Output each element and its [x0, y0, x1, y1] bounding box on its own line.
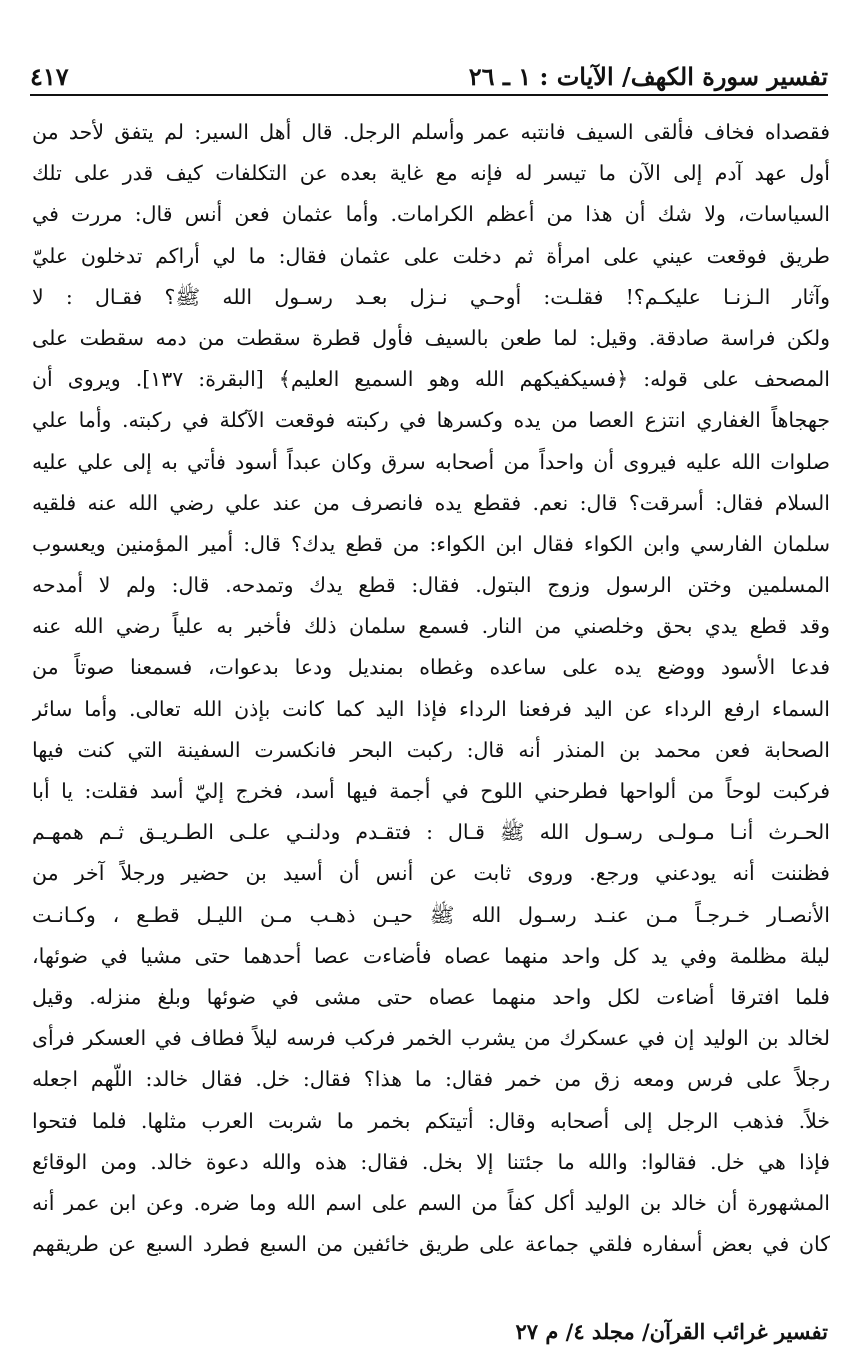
text-line: المصحف على قوله: ﴿فسيكفيكهم الله وهو السميع العليم﴾ [البقرة: ١٣٧]. ويروى أن — [32, 367, 830, 392]
page-number: ٤١٧ — [30, 62, 69, 91]
text-line: طريق فوقعت عيني على امرأة ثم دخلت على عثمان فقال: ما لي أراكم تدخلون عليّ — [32, 243, 830, 268]
text-line: فإذا هي خل. فقالوا: والله ما جئتنا إلا بخل. فقال: هذه والله دعوة خالد. ومن الوقائع — [32, 1149, 830, 1174]
text-line: لخالد بن الوليد إن في عسكرك من يشرب الخمر فركب فرسه ليلاً فطاف في العسكر فرأى — [32, 1026, 830, 1051]
body-text — [32, 112, 830, 1265]
text-line: فقصداه فخاف فألقى السيف فانتبه عمر وأسلم الرجل. قال أهل السير: لم يتفق لأحد من — [32, 120, 830, 144]
text-line: الحـرث أنـا مـولـى رسـول الله ﷺ قـال : فتقـدم ودلنـي علـى الطـريـق ثـم همهـم — [32, 820, 830, 845]
text-line: ليلة مظلمة وفي يد كل واحد منهما عصاه فأضاءت عصا أحدهما حتى مشيا في ضوئها، — [32, 943, 830, 968]
text-line: خلاً. فذهب الرجل إلى أصحابه وقال: أتيتكم بخمر ما شربت العرب مثلها. فلما فتحوا — [32, 1108, 830, 1133]
header-title: تفسير سورة الكهف/ الآيات : ١ ـ ٢٦ — [468, 62, 828, 91]
text-line: السماء ارفع الرداء عن اليد فرفعنا الرداء فإذا اليد كما كانت بإذن الله تعالى. وأما سائر — [32, 696, 830, 721]
text-line: فدعا الأسود ووضع يده على ساعده وغطاه بمنديل ودعا بدعوات، فسمعنا صوتاً من — [32, 655, 830, 680]
text-line: السياسات، ولا شك أن هذا من أعظم الكرامات. وأما عثمان فعن أنس قال: مررت في — [32, 202, 830, 227]
text-line: الصحابة فعن محمد بن المنذر أنه قال: ركبت البحر فانكسرت السفينة التي كنت فيها — [32, 737, 830, 762]
text-line: كان في بعض أسفاره فلقي جماعة على طريق خائفين من السبع فطرد السبع عن طريقهم — [32, 1232, 830, 1257]
text-line: صلوات الله عليه فيروى أن واحداً من أصحابه سرق وكان عبداً أسود فأتي به إلى علي عليه — [32, 449, 830, 474]
text-line: المشهورة أن خالد بن الوليد أكل كفاً من السم على اسم الله وما ضره. وعن ابن عمر أنه — [32, 1190, 830, 1215]
text-line: الأنصـار خـرجـاً مـن عنـد رسـول الله ﷺ حيـن ذهـب مـن الليـل قطـع ، وكـانـت — [32, 902, 830, 927]
text-line: أول عهد آدم إلى الآن ما تيسر له فإنه مع غاية بعده عن التكلفات كيف قدر على تلك — [32, 161, 830, 186]
text-line: سلمان الفارسي وابن الكواء فقال ابن الكواء: من قطع يدك؟ قال: أمير المؤمنين ويعسوب — [32, 531, 830, 556]
text-line: جهجاهاً الغفاري انتزع العصا من يده وكسرها في ركبته فوقعت الآكلة في ركبته. وأما علي — [32, 408, 830, 433]
text-line: فلما افترقا أضاءت لكل واحد منهما عصاه حتى مشى في ضوئها وبلغ منزله. وقيل — [32, 984, 830, 1009]
text-line: وآثار الـزنـا عليكـم؟! فقلـت: أوحـي نـزل بعـد رسـول الله ﷺ؟ فقـال : لا — [32, 284, 830, 309]
header-rule — [30, 94, 828, 96]
text-line: فظننت أنه يودعني ورجع. وروى ثابت عن أنس أن أسيد بن حضير ورجلاً آخر من — [32, 861, 830, 886]
text-line: ولكن فراسة صادقة. وقيل: لما طعن بالسيف فأول قطرة سقطت من دمه سقطت على — [32, 325, 830, 350]
text-line: المسلمين وختن الرسول وزوج البتول. فقال: قطع يدك وتمدحه. قال: ولم لا أمدحه — [32, 573, 830, 598]
text-line: وقد قطع يدي بحق وخلصني من النار. فسمع سلمان ذلك فأخبر به علياً رضي الله عنه — [32, 614, 830, 639]
running-header — [30, 58, 828, 92]
text-line: السلام فقال: أسرقت؟ قال: نعم. فقطع يده فانصرف من عند علي رضي الله عنه فلقيه — [32, 490, 830, 515]
text-line: رجلاً على فرس ومعه زق من خمر فقال: ما هذا؟ فقال: خل. فقال خالد: اللّهم اجعله — [32, 1067, 830, 1092]
footer-signature: تفسير غرائب القرآن/ مجلد ٤/ م ٢٧ — [515, 1319, 828, 1344]
text-line: فركبت لوحاً من ألواحها فطرحني اللوح في أجمة فيها أسد، فخرج إليّ أسد فقلت: يا أبا — [32, 779, 830, 803]
